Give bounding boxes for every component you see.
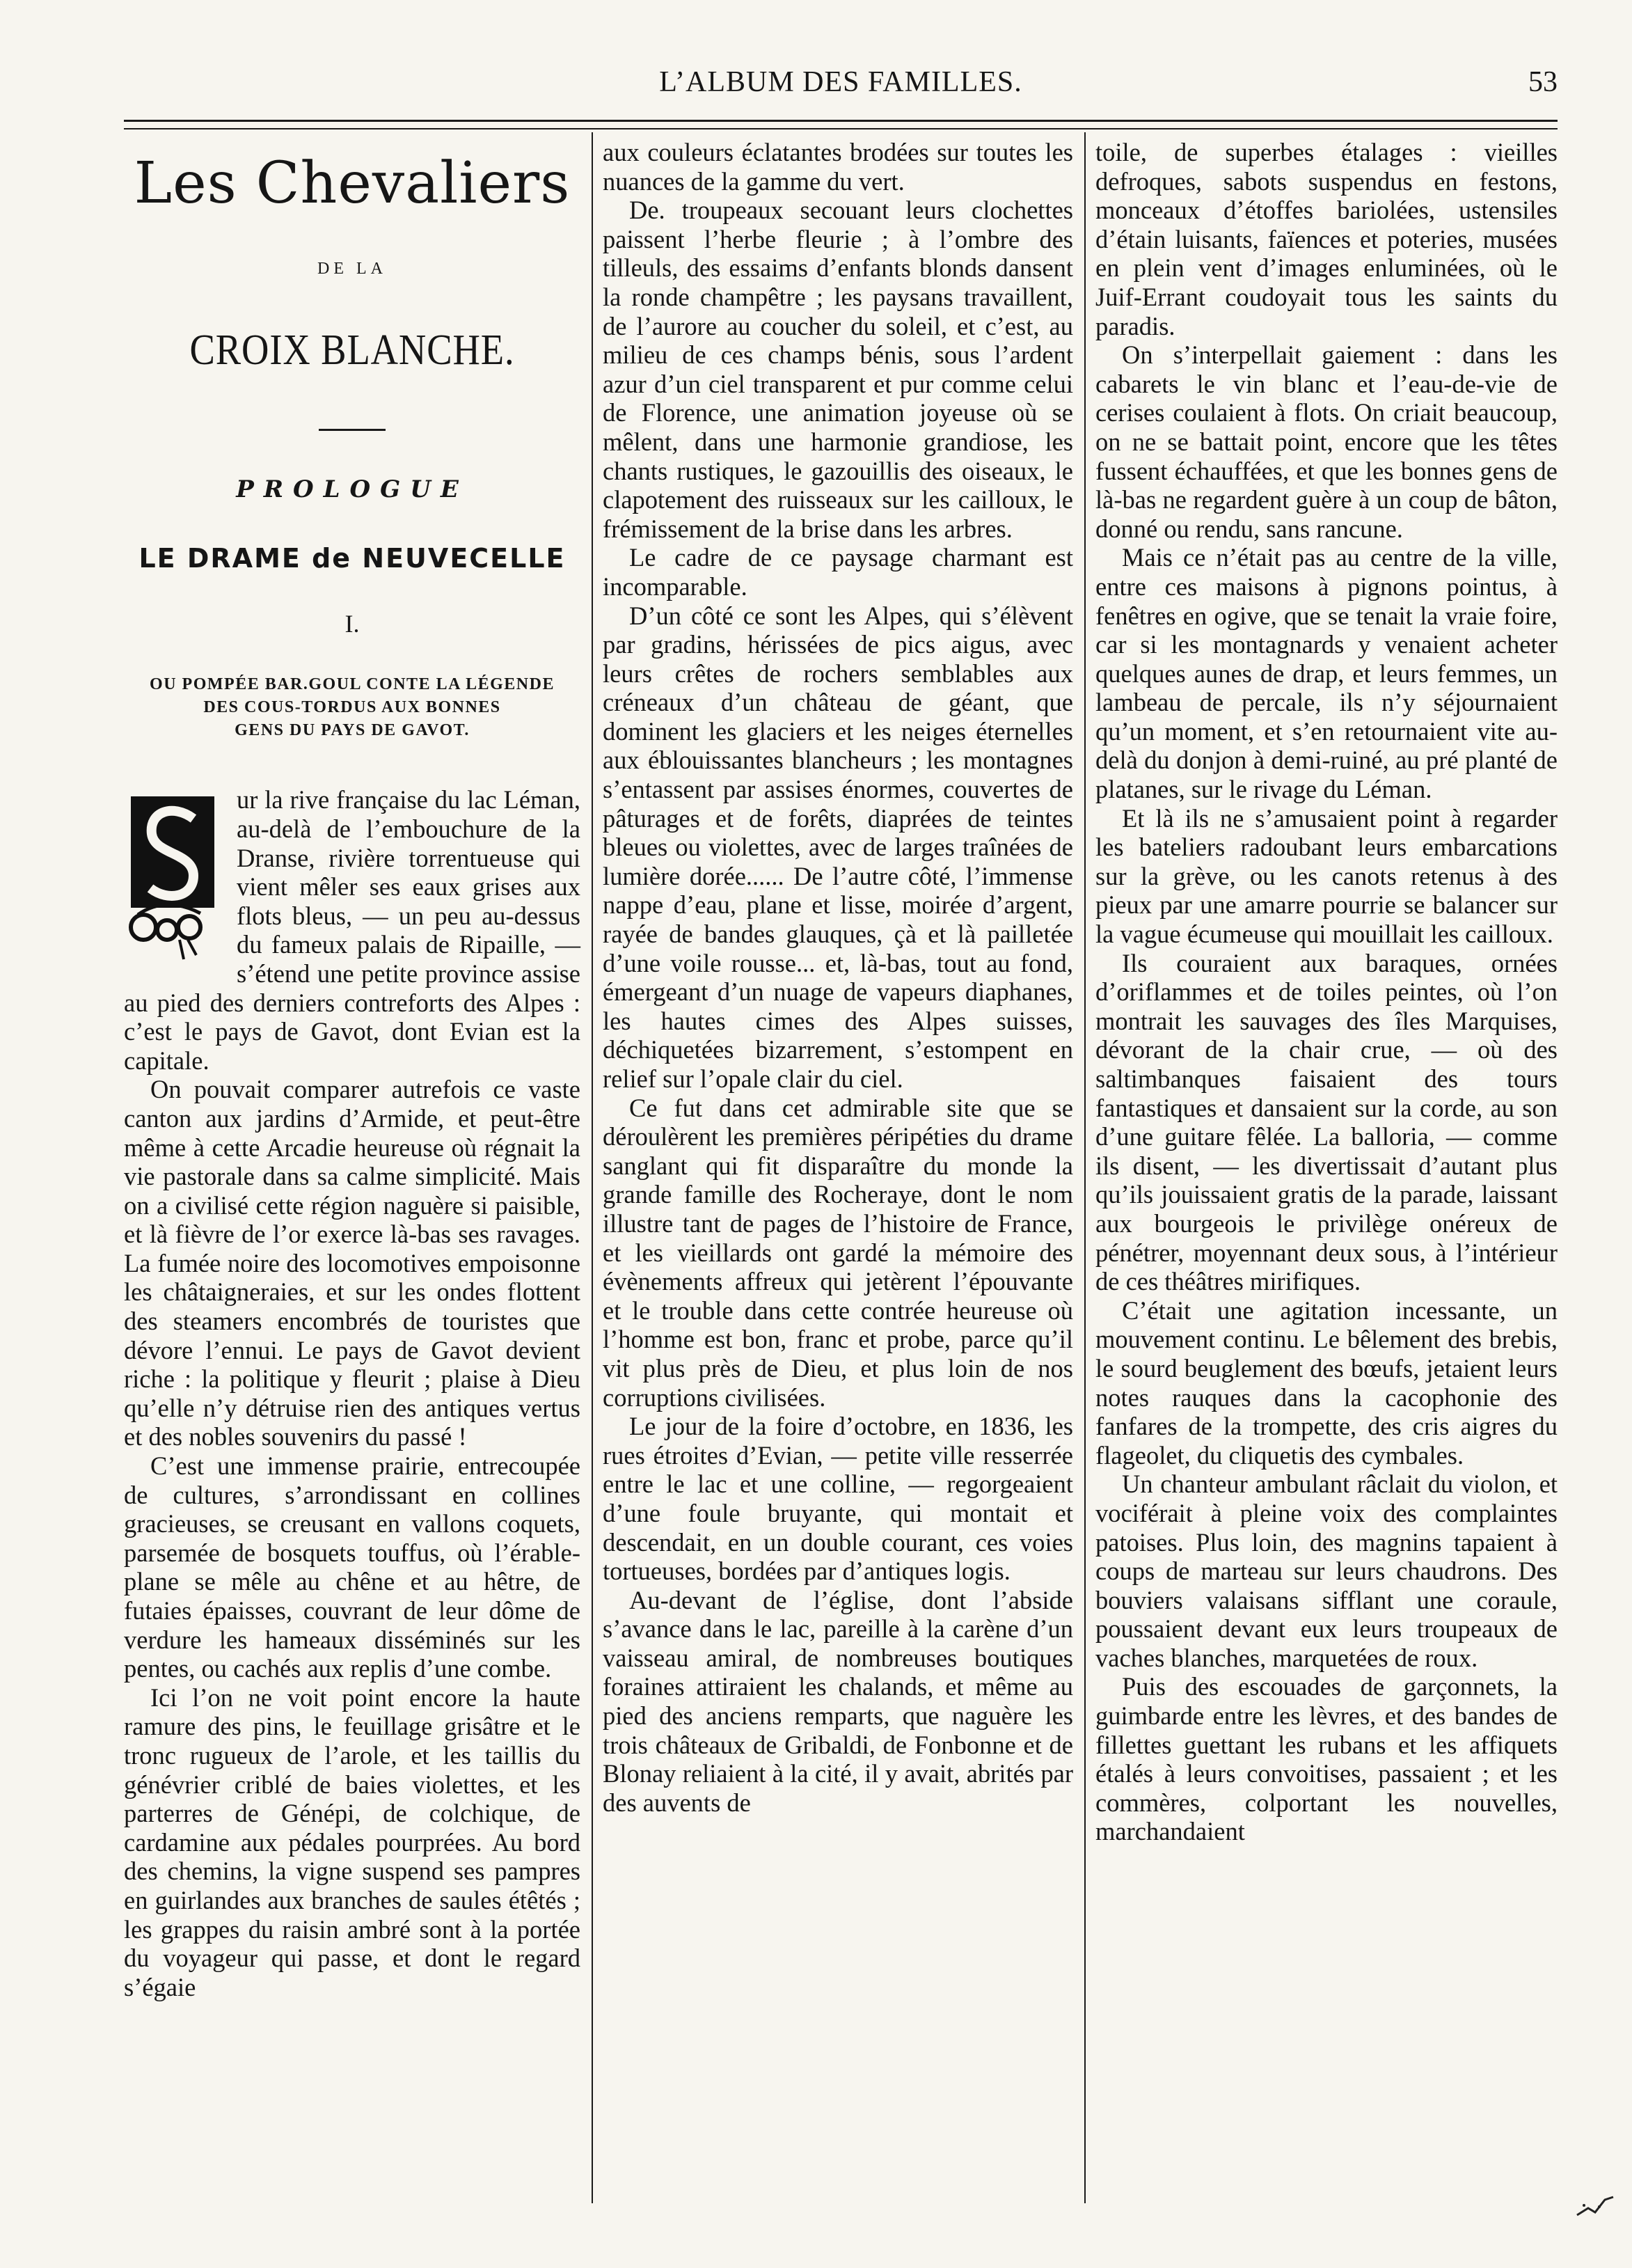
paragraph: aux couleurs éclatantes brodées sur toutes les nuances de la gamme du vert. (603, 138, 1073, 196)
paragraph: D’un côté ce sont les Alpes, qui s’élèvent par gradins, hérissées de pics aigus, avec leurs crêtes de rochers semblables aux créneaux d’un château de géant, que dominent les glaciers et les neiges éternelles aux éblouissantes blancheurs ; les montagnes s’entassent par assises énormes, couvertes de pâturages et de forêts, diaprées de teintes bleues ou violettes, avec de larges traînées de lumière dorée...... De l’autre côté, l’immense nappe d’eau, plane et lisse, moirée d’argent, rayée de bandes glauques, çà et là pailletée d’une voile rousse... et, là-bas, tout au fond, émergeant d’un nuage de vapeurs diaphanes, les hautes cimes des Alpes suisses, déchiquetées bizarrement, s’estompent en relief sur l’opale clair du ciel. (603, 601, 1073, 1093)
title-separator (319, 429, 386, 431)
paragraph: toile, de superbes étalages : vieilles defroques, sabots suspendus en festons, monceaux d’étoffes bariolées, ustensiles d’étain luisants, faïences et poteries, musées en plein vent d’images enluminées, où le Juif-Errant coudoyait tous les saints du paradis. (1095, 138, 1558, 340)
paragraph: Et là ils ne s’amusaient point à regarder les bateliers radoubant leurs embarcations sur la grève, ou les canots retenus à des pieux par une amarre pourrie se balancer sur la vague écumeuse qui mouillait les cailloux. (1095, 803, 1558, 949)
paragraph: Le jour de la foire d’octobre, en 1836, les rues étroites d’Evian, — petite ville resserrée entre le lac et une colline, — regorgeaient d’une foule bruyante, qui montait et descendait, en un double courant, ces voies tortueuses, bordées par d’antiques logis. (603, 1412, 1073, 1586)
column-divider-right (1084, 132, 1086, 2203)
paragraph: On pouvait comparer autrefois ce vaste canton aux jardins d’Armide, et peut-être même à cette Arcadie heureuse où régnait la vie pastorale dans sa calme simplicité. Mais on a civilisé cette région naguère si paisible, et là fièvre de l’or exerce là-bas ses ravages. La fumée noire des locomotives empoisonne les châtaigneraies, et sur les ondes flottent des steamers encombrés de touristes que dévore l’ennui. Le pays de Gavot devient riche : la politique y fleurit ; plaise à Dieu qu’elle n’y détruise rien des antiques vertus et des nobles souvenirs du passé ! (124, 1075, 580, 1451)
paragraph: On s’interpellait gaiement : dans les cabarets le vin blanc et l’eau-de-vie de cerises coulaient à flots. On criait beaucoup, on ne se battait point, encore que les têtes fussent échauffées, et que les bonnes gens de là-bas ne regardent guère à un coup de bâton, donné ou rendu, sans rancune. (1095, 340, 1558, 543)
article-title-block (124, 152, 580, 742)
paragraph: Le cadre de ce paysage charmant est incomparable. (603, 543, 1073, 601)
article-body-left (124, 785, 580, 2001)
paragraph: Ils couraient aux baraques, ornées d’oriflammes et de toiles peintes, où l’on montrait les sauvages des îles Marquises, dévorant de la chair crue, — où des saltimbanques faisaient des tours fantastiques et dansaient sur la corde, au son d’une guitare fêlée. La balloria, — comme ils disent, — les divertissait d’autant plus qu’ils jouissaient gratis de la parade, laissant aux bourgeois le privilège onéreux de pénétrer, moyennant deux sous, à l’intérieur de ces théâtres mirifiques. (1095, 948, 1558, 1296)
article-title: Les Chevaliers (134, 150, 571, 216)
title-connector: DE LA (317, 260, 387, 278)
paragraph: Puis des escouades de garçonnets, la guimbarde entre les lèvres, et des bandes de fillettes guettant les rubans et les affiquets étalés à leurs convoitises, passaient ; et les commères, colportant les nouvelles, marchandaient (1095, 1672, 1558, 1846)
paragraph (124, 785, 580, 1075)
chapter-summary-line: OU POMPÉE BAR.GOUL CONTE LA LÉGENDE (150, 675, 555, 694)
column-divider-left (592, 132, 593, 2203)
header-double-rule (124, 120, 1558, 129)
column-right (1095, 138, 1558, 1846)
running-title: L’ALBUM DES FAMILLES. (659, 66, 1022, 98)
chapter-heading: LE DRAME de NEUVECELLE (138, 543, 566, 574)
page-header (124, 64, 1558, 107)
ink-flourish-icon (1574, 2191, 1616, 2219)
section-heading-prologue: PROLOGUE (236, 475, 468, 503)
paragraph: Au-devant de l’église, dont l’abside s’avance dans le lac, pareille à la carène d’un vaisseau amiral, de nombreuses boutiques foraines attiraient les chalands, et même au pied des anciens remparts, que naguère les trois châteaux de Gribaldi, de Fonbonne et de Blonay reliaient à la cité, il y avait, abrités par des auvents de (603, 1585, 1073, 1817)
ornamental-letter-s-icon (124, 791, 228, 963)
paragraph-text: ur la rive française du lac Léman, au-delà de l’embouchure de la Dranse, rivière torrentueuse qui vient mêler ses eaux grises aux flots bleus, — un peu au-dessus du fameux palais de Ripaille, — s’étend une petite province assise au pied des derniers contreforts des Alpes : c’est le pays de Gavot, dont Evian est la capitale. (124, 785, 580, 1075)
column-left (124, 138, 580, 2001)
paragraph: Ce fut dans cet admirable site que se déroulèrent les premières péripéties du drame sanglant qui fit disparaître du monde la grande famille des Rocheraye, dont le nom illustre tant de pages de l’histoire de France, et les vieillards ont gardé la mémoire des évènements affreux qui jetèrent l’épouvante et le trouble dans cette contrée heureuse où l’homme est bon, franc et probe, parce qu’il vit plus près de Dieu, et plus loin de nos corruptions civilisées. (603, 1093, 1073, 1412)
chapter-number: I. (344, 609, 360, 638)
paragraph: Ici l’on ne voit point encore la haute ramure des pins, le feuillage grisâtre et le tronc rugueux de l’arole, et les taillis du génévrier criblé de baies violettes, et les parterres de Génépi, de colchique, de cardamine aux pédales pourprées. Au bord des chemins, la vigne suspend ses pampres en guirlandes aux branches de saules étêtés ; les grappes du raisin ambré sont à la portée du voyageur qui passe, et dont le regard s’égaie (124, 1683, 580, 2001)
paragraph: Mais ce n’était pas au centre de la ville, entre ces maisons à pignons pointus, à fenêtres en ogive, que se tenait la vraie foire, car si les montagnards y venaient acheter quelques aunes de drap, et leurs femmes, un lambeau de percale, ils n’y séjournaient qu’un moment, et s’en retournaient vite au-delà du donjon à demi-ruiné, au pré planté de platanes, sur le rivage du Léman. (1095, 543, 1558, 804)
article-title-second-line: CROIX BLANCHE. (189, 326, 515, 374)
paragraph: Un chanteur ambulant râclait du violon, et vociférait à pleine voix des complaintes patoises. Plus loin, des magnins tapaient à coups de marteau sur leurs chaudrons. Des bouviers valaisans sifflant une coraule, poussaient devant eux leurs troupeaux de vaches blanches, marquetées de roux. (1095, 1470, 1558, 1672)
paragraph: C’est une immense prairie, entrecoupée de cultures, s’arrondissant en collines gracieuses, se creusant en vallons coquets, parsemée de bosquets touffus, où l’érable-plane se mêle au chêne et au hêtre, de futaies épaisses, couvrant de leur dôme de verdure les hameaux disséminés sur les pentes, ou cachés aux replis d’une combe. (124, 1451, 580, 1683)
paragraph: C’était une agitation incessante, un mouvement continu. Le bêlement des brebis, le sourd beuglement des bœufs, jetaient leurs notes rauques dans la cacophonie des fanfares de la trompette, des cris aigres du flageolet, du cliquetis des cymbales. (1095, 1296, 1558, 1470)
column-middle (603, 138, 1073, 1817)
page-number: 53 (1528, 66, 1558, 98)
chapter-summary (124, 673, 580, 742)
paragraph: De. troupeaux secouant leurs clochettes paissent l’herbe fleurie ; à l’ombre des tilleuls, des essaims d’enfants blonds dansent la ronde champêtre ; les paysans travaillent, de l’aurore au coucher du soleil, et c’est, au milieu de ces champs bénis, sous l’ardent azur d’un ciel transparent et pur comme celui de Florence, une animation joyeuse où se mêlent, dans une harmonie grandiose, les chants rustiques, le gazouillis des oiseaux, le clapotement des ruisseaux sur les cailloux, le frémissement de la brise dans les arbres. (603, 196, 1073, 543)
chapter-summary-line: GENS DU PAYS DE GAVOT. (235, 721, 470, 740)
chapter-summary-line: DES COUS-TORDUS AUX BONNES (203, 698, 501, 717)
